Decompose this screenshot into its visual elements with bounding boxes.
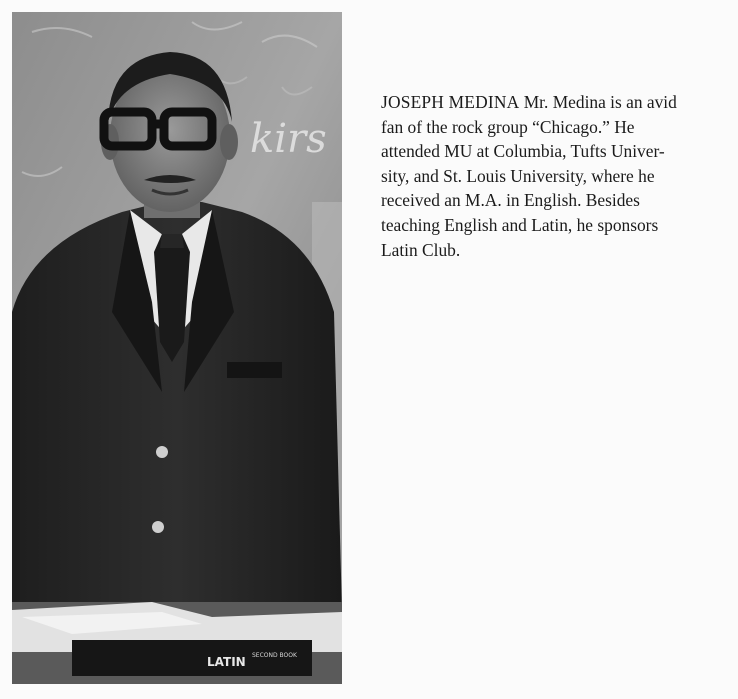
book-subtitle: SECOND BOOK xyxy=(252,652,297,659)
portrait-photo xyxy=(12,12,342,684)
bio-line: attended MU at Columbia, Tufts Univer- xyxy=(381,141,665,162)
bio-line: fan of the rock group “Chicago.” He xyxy=(381,116,635,137)
bio-line: sity, and St. Louis University, where he xyxy=(381,165,655,186)
bio-line xyxy=(381,90,731,115)
teacher-name: JOSEPH MEDINA xyxy=(381,92,520,112)
bio-caption xyxy=(381,90,731,262)
bio-line-text: Mr. Medina is an avid xyxy=(523,92,677,112)
jacket-button xyxy=(156,446,168,458)
bio-line: teaching English and Latin, he sponsors xyxy=(381,214,659,235)
book-title: LATIN xyxy=(207,655,246,669)
bio-line: Latin Club. xyxy=(381,239,461,260)
chalkboard-text: kirs xyxy=(250,116,327,162)
jacket-button xyxy=(152,521,164,533)
bio-line: received an M.A. in English. Besides xyxy=(381,190,640,211)
